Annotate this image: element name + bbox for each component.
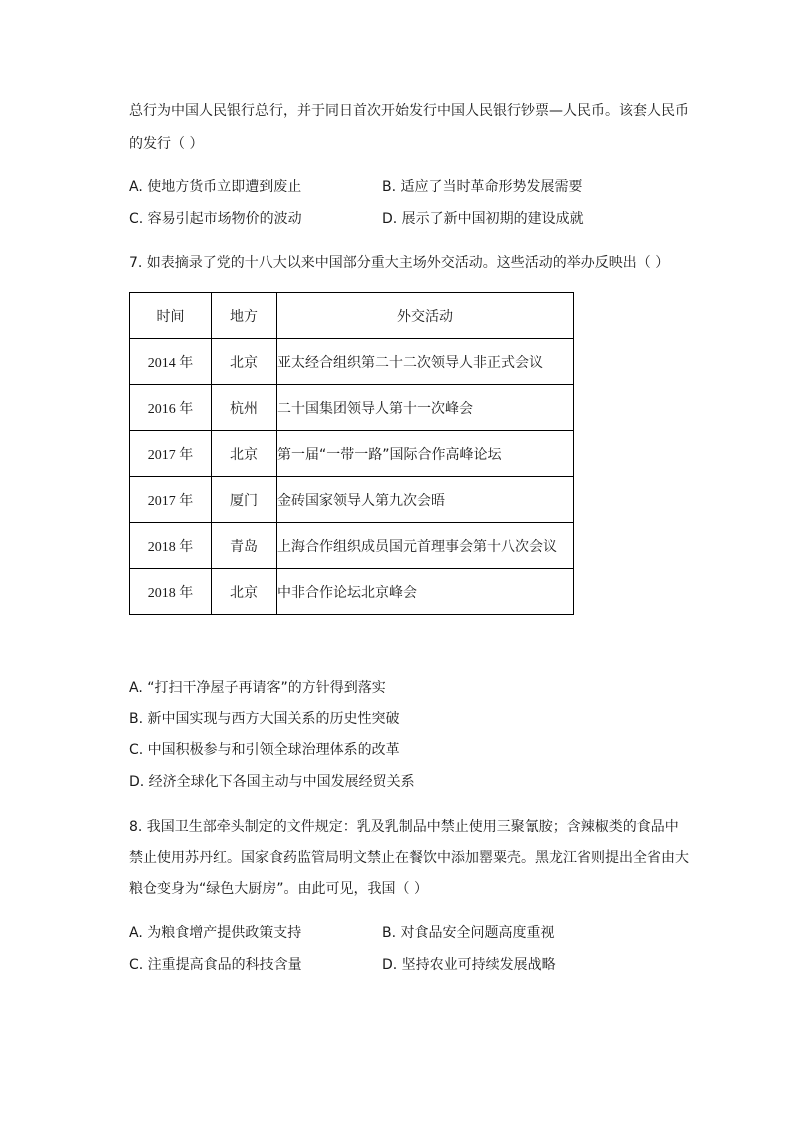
cell-place: 厦门 (212, 477, 277, 523)
table-row (130, 569, 574, 615)
table-row (130, 477, 574, 523)
diplomacy-table (129, 292, 574, 615)
q7-stem: 7. 如表摘录了党的十八大以来中国部分重大主场外交活动。这些活动的举办反映出（ ） (129, 255, 670, 271)
cell-activity: 二十国集团领导人第十一次峰会 (277, 385, 574, 431)
q6-option-a: A. 使地方货币立即遭到废止 (129, 179, 302, 195)
cell-year: 2018 年 (130, 523, 212, 569)
q8-stem-line2: 禁止使用苏丹红。国家食药监管局明文禁止在餐饮中添加罂粟壳。黑龙江省则提出全省由大 (129, 850, 689, 866)
table-header-row (130, 293, 574, 339)
q6-option-c: C. 容易引起市场物价的波动 (129, 211, 302, 227)
table-row (130, 339, 574, 385)
cell-activity: 中非合作论坛北京峰会 (277, 569, 574, 615)
q8-option-a: A. 为粮食增产提供政策支持 (129, 925, 302, 941)
cell-place: 杭州 (212, 385, 277, 431)
header-time: 时间 (130, 293, 212, 339)
table-row (130, 385, 574, 431)
header-place: 地方 (212, 293, 277, 339)
cell-year: 2018 年 (130, 569, 212, 615)
q6-option-d: D. 展示了新中国初期的建设成就 (382, 211, 584, 227)
cell-year: 2017 年 (130, 477, 212, 523)
cell-activity: 第一届“一带一路”国际合作高峰论坛 (277, 431, 574, 477)
q8-option-b: B. 对食品安全问题高度重视 (382, 925, 555, 941)
cell-activity: 上海合作组织成员国元首理事会第十八次会议 (277, 523, 574, 569)
q8-option-c: C. 注重提高食品的科技含量 (129, 957, 302, 973)
header-activity: 外交活动 (277, 293, 574, 339)
q8-option-d: D. 坚持农业可持续发展战略 (382, 957, 556, 973)
cell-place: 北京 (212, 339, 277, 385)
cell-activity: 金砖国家领导人第九次会晤 (277, 477, 574, 523)
cell-place: 青岛 (212, 523, 277, 569)
q7-option-d: D. 经济全球化下各国主动与中国发展经贸关系 (129, 774, 415, 790)
q8-stem-line3: 粮仓变身为“绿色大厨房”。由此可见，我国（ ） (129, 881, 428, 897)
table-row (130, 523, 574, 569)
q7-option-c: C. 中国积极参与和引领全球治理体系的改革 (129, 742, 400, 758)
q6-stem-line2: 的发行（ ） (129, 136, 204, 152)
q7-option-b: B. 新中国实现与西方大国关系的历史性突破 (129, 711, 400, 727)
q7-option-a: A. “打扫干净屋子再请客”的方针得到落实 (129, 680, 386, 696)
cell-place: 北京 (212, 431, 277, 477)
cell-year: 2017 年 (130, 431, 212, 477)
cell-activity: 亚太经合组织第二十二次领导人非正式会议 (277, 339, 574, 385)
table-row (130, 431, 574, 477)
q6-option-b: B. 适应了当时革命形势发展需要 (382, 179, 583, 195)
q6-stem-line1: 总行为中国人民银行总行，并于同日首次开始发行中国人民银行钞票—人民币。该套人民币 (129, 103, 689, 119)
q8-stem-line1: 8. 我国卫生部牵头制定的文件规定：乳及乳制品中禁止使用三聚氰胺；含辣椒类的食品中 (129, 819, 679, 835)
cell-place: 北京 (212, 569, 277, 615)
cell-year: 2014 年 (130, 339, 212, 385)
cell-year: 2016 年 (130, 385, 212, 431)
